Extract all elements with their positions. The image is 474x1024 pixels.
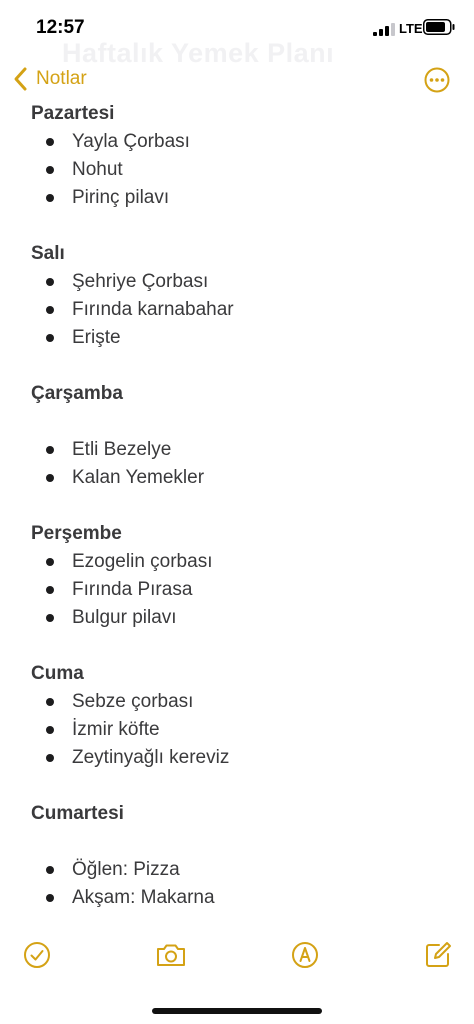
list-item[interactable]: [31, 296, 451, 324]
list-item[interactable]: [31, 156, 451, 184]
list-item[interactable]: [31, 688, 451, 716]
list-item-text: Fırında Pırasa: [72, 579, 193, 600]
bullet-icon: [46, 866, 54, 874]
day-heading: Perşembe: [31, 523, 122, 544]
list-item[interactable]: [31, 716, 451, 744]
bullet-icon: [46, 894, 54, 902]
bottom-toolbar: [0, 940, 474, 984]
list-item-text: Şehriye Çorbası: [72, 271, 209, 292]
list-item-text: Öğlen: Pizza: [72, 859, 180, 880]
list-item-text: Erişte: [72, 327, 121, 348]
bullet-list: [31, 688, 451, 772]
list-item-text: Fırında karnabahar: [72, 299, 234, 320]
chevron-left-icon: [12, 66, 30, 92]
camera-icon[interactable]: [155, 940, 187, 970]
list-item-text: Akşam: Makarna: [72, 887, 215, 908]
list-item[interactable]: [31, 128, 451, 156]
home-indicator[interactable]: [152, 1008, 322, 1014]
bullet-icon: [46, 166, 54, 174]
back-button[interactable]: [12, 66, 87, 92]
day-heading: Pazartesi: [31, 103, 115, 124]
list-item[interactable]: [31, 856, 451, 884]
bullet-icon: [46, 334, 54, 342]
list-item[interactable]: [31, 744, 451, 772]
bullet-list: [31, 128, 451, 212]
day-heading: Cumartesi: [31, 803, 124, 824]
list-item[interactable]: [31, 324, 451, 352]
back-label: Notlar: [36, 68, 87, 89]
compose-icon[interactable]: [423, 940, 453, 970]
list-item-text: İzmir köfte: [72, 719, 160, 740]
bullet-list: [31, 436, 451, 492]
note-content[interactable]: [31, 100, 451, 912]
bullet-icon: [46, 586, 54, 594]
bullet-icon: [46, 138, 54, 146]
list-item[interactable]: [31, 436, 451, 464]
list-item-text: Etli Bezelye: [72, 439, 172, 460]
list-item-text: Sebze çorbası: [72, 691, 194, 712]
bullet-list: [31, 548, 451, 632]
battery-icon: [423, 19, 455, 35]
bullet-icon: [46, 614, 54, 622]
list-item-text: Pirinç pilavı: [72, 187, 170, 208]
bullet-icon: [46, 558, 54, 566]
bullet-icon: [46, 278, 54, 286]
list-item-text: Nohut: [72, 159, 123, 180]
markup-icon[interactable]: [290, 940, 320, 970]
list-item[interactable]: [31, 268, 451, 296]
day-heading: Salı: [31, 243, 65, 264]
cellular-signal-icon: [373, 22, 395, 36]
navigation-bar: [0, 58, 474, 104]
bullet-list: [31, 268, 451, 352]
bullet-list: [31, 856, 451, 912]
day-heading: Çarşamba: [31, 383, 123, 404]
list-item-text: Bulgur pilavı: [72, 607, 177, 628]
ghost-note-title: Haftalık Yemek Planı: [62, 38, 335, 68]
list-item[interactable]: [31, 884, 451, 912]
bullet-icon: [46, 754, 54, 762]
bullet-icon: [46, 698, 54, 706]
bullet-icon: [46, 726, 54, 734]
more-options-icon[interactable]: [424, 67, 450, 93]
list-item-text: Kalan Yemekler: [72, 467, 205, 488]
status-time: 12:57: [36, 17, 85, 38]
list-item[interactable]: [31, 548, 451, 576]
list-item[interactable]: [31, 576, 451, 604]
list-item[interactable]: [31, 184, 451, 212]
checklist-icon[interactable]: [22, 940, 52, 970]
bullet-icon: [46, 474, 54, 482]
list-item-text: Yayla Çorbası: [72, 131, 190, 152]
network-type: LTE: [399, 21, 423, 36]
day-heading: Cuma: [31, 663, 84, 684]
bullet-icon: [46, 446, 54, 454]
list-item-text: Ezogelin çorbası: [72, 551, 213, 572]
bullet-icon: [46, 194, 54, 202]
list-item[interactable]: [31, 464, 451, 492]
list-item[interactable]: [31, 604, 451, 632]
bullet-icon: [46, 306, 54, 314]
list-item-text: Zeytinyağlı kereviz: [72, 747, 230, 768]
